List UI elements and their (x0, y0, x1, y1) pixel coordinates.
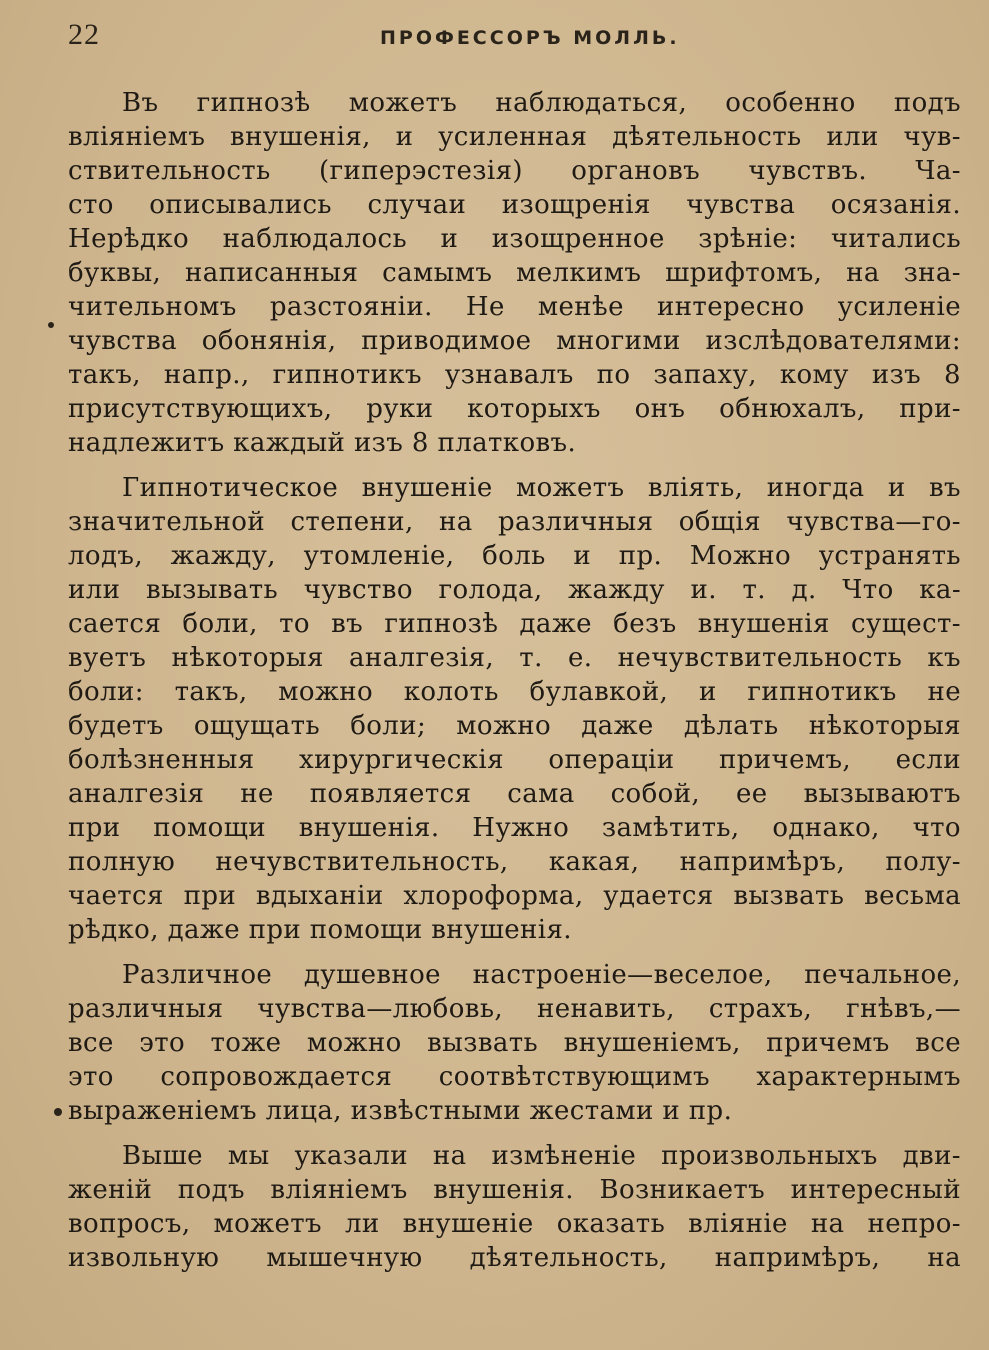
text-line: Выше мы указали на измѣненіе произвольныхъ дви- (122, 1141, 961, 1171)
text-line: сается боли, то въ гипнозѣ даже безъ внушенія сущест- (68, 609, 961, 639)
text-line: извольную мышечную дѣятельность, напримѣръ, на (68, 1243, 961, 1273)
text-line: боли: такъ, можно колоть булавкой, и гипнотикъ не (68, 677, 961, 707)
page-header (68, 18, 961, 54)
text-line: такъ, напр., гипнотикъ узнавалъ по запаху, кому изъ 8 (68, 360, 961, 390)
text-line: вуетъ нѣкоторыя аналгезія, т. е. нечувствительность къ (68, 643, 961, 673)
text-line: чается при вдыханіи хлороформа, удается вызвать весьма (68, 881, 961, 911)
text-line: женій подъ вліяніемъ внушенія. Возникаетъ интересный (68, 1175, 961, 1205)
text-line: Въ гипнозѣ можетъ наблюдаться, особенно подъ (122, 88, 961, 118)
text-line: полную нечувствительность, какая, напримѣръ, полу- (68, 847, 961, 877)
text-line: надлежитъ каждый изъ 8 платковъ. (68, 428, 577, 458)
page-number: 22 (68, 18, 100, 51)
text-line: буквы, написанныя самымъ мелкимъ шрифтомъ, на зна- (68, 258, 961, 288)
text-line: различныя чувства—любовь, ненавить, страхъ, гнѣвъ,— (68, 994, 961, 1024)
margin-mark (48, 322, 54, 328)
text-line: присутствующихъ, руки которыхъ онъ обнюхалъ, при- (68, 394, 961, 424)
text-line: Нерѣдко наблюдалось и изощренное зрѣніе: читались (68, 224, 961, 254)
text-line: выраженіемъ лица, извѣстными жестами и пр. (68, 1096, 733, 1126)
text-line: ствительность (гиперэстезія) органовъ чувствъ. Ча- (68, 156, 961, 186)
body-text (68, 86, 961, 1286)
margin-mark (54, 1108, 62, 1116)
text-line: будетъ ощущать боли; можно даже дѣлать нѣкоторыя (68, 711, 961, 741)
text-line: Гипнотическое внушеніе можетъ вліять, иногда и въ (122, 473, 961, 503)
paragraph-4 (68, 1139, 961, 1275)
text-line: чувства обонянія, приводимое многими изслѣдователями: (68, 326, 961, 356)
text-line: при помощи внушенія. Нужно замѣтить, однако, что (68, 813, 961, 843)
text-line: лодъ, жажду, утомленіе, боль и пр. Можно устранять (68, 541, 961, 571)
text-line: рѣдко, даже при помощи внушенія. (68, 915, 572, 945)
text-line: чительномъ разстояніи. Не менѣе интересно усиленіе (68, 292, 961, 322)
paragraph-1 (68, 86, 961, 460)
text-line: сто описывались случаи изощренія чувства осязанія. (68, 190, 961, 220)
text-line: аналгезія не появляется сама собой, ее вызываютъ (68, 779, 961, 809)
paragraph-3 (68, 958, 961, 1128)
text-line: Различное душевное настроеніе—веселое, печальное, (122, 960, 961, 990)
paragraph-2 (68, 471, 961, 947)
text-line: это сопровождается соотвѣтствующимъ характернымъ (68, 1062, 961, 1092)
running-head: ПРОФЕССОРЪ МОЛЛЬ. (380, 27, 680, 49)
text-line: или вызывать чувство голода, жажду и. т. д. Что ка- (68, 575, 961, 605)
text-line: вопросъ, можетъ ли внушеніе оказать вліяніе на непро- (68, 1209, 961, 1239)
text-line: все это тоже можно вызвать внушеніемъ, причемъ все (68, 1028, 961, 1058)
text-line: болѣзненныя хирургическія операціи причемъ, если (68, 745, 961, 775)
text-line: вліяніемъ внушенія, и усиленная дѣятельность или чув- (68, 122, 961, 152)
text-line: значительной степени, на различныя общія чувства—го- (68, 507, 961, 537)
